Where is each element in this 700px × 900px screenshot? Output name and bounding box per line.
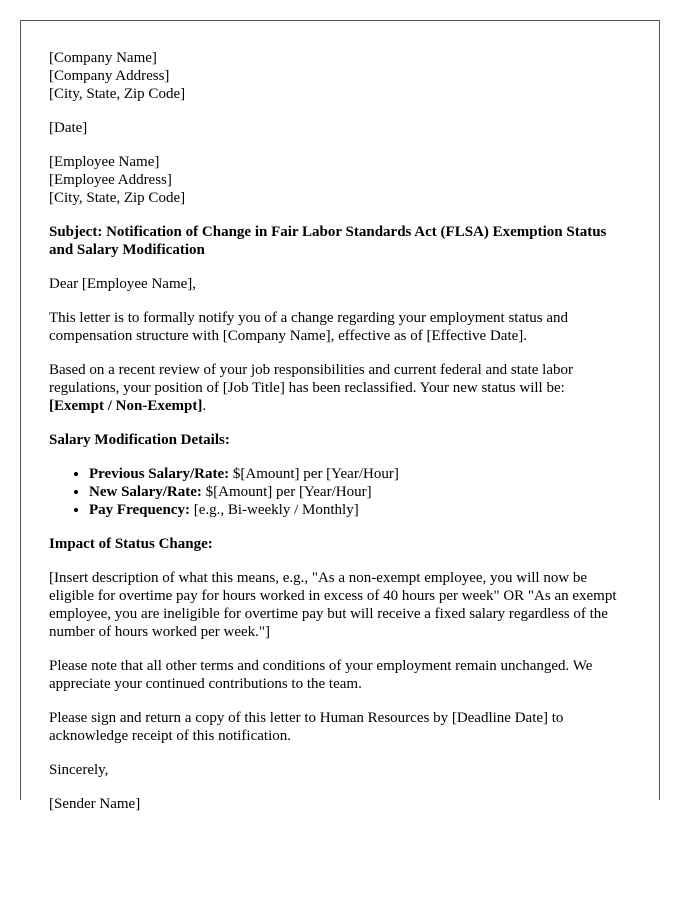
salary-details-heading: Salary Modification Details:	[49, 432, 230, 448]
subject-line: Subject: Notification of Change in Fair Labor Standards Act (FLSA) Exemption Status and Salary Modification	[49, 224, 607, 258]
new-status-value: [Exempt / Non-Exempt]	[49, 398, 203, 414]
reclassification-text: Based on a recent review of your job responsibilities and current federal and state labor regulations, your position of [Job Title] has been reclassified. Your new status will be:	[49, 362, 573, 396]
previous-salary-label: Previous Salary/Rate:	[89, 466, 230, 482]
reclassification-period: .	[202, 398, 207, 414]
previous-salary-value: $[Amount] per [Year/Hour]	[229, 466, 399, 482]
reclassification-paragraph	[49, 361, 633, 415]
list-item	[89, 465, 633, 483]
company-name: [Company Name]	[49, 50, 157, 66]
letter-date: [Date]	[49, 120, 88, 136]
recipient-address-block	[49, 153, 633, 207]
sender-name: [Sender Name]	[49, 796, 141, 812]
sender-address-block	[49, 49, 633, 103]
company-address: [Company Address]	[49, 68, 170, 84]
company-city-state-zip: [City, State, Zip Code]	[49, 86, 186, 102]
impact-paragraph: [Insert description of what this means, e.g., "As a non-exempt employee, you will now be eligible for overtime pay for hours worked in excess of 40 hours per week" OR "As an exempt employee, you are ineligible for overtime pay but will receive a fixed salary regardless of the number of hours worked per week."]	[49, 570, 617, 640]
new-salary-label: New Salary/Rate:	[89, 484, 202, 500]
employee-address: [Employee Address]	[49, 172, 172, 188]
list-item	[89, 483, 633, 501]
return-paragraph: Please sign and return a copy of this letter to Human Resources by [Deadline Date] to acknowledge receipt of this notification.	[49, 710, 564, 744]
closing: Sincerely,	[49, 762, 109, 778]
intro-paragraph: This letter is to formally notify you of a change regarding your employment status and compensation structure with [Company Name], effective as of [Effective Date].	[49, 310, 569, 344]
employee-name: [Employee Name]	[49, 154, 160, 170]
terms-paragraph: Please note that all other terms and conditions of your employment remain unchanged. We appreciate your continued contributions to the team.	[49, 658, 593, 692]
employee-city-state-zip: [City, State, Zip Code]	[49, 190, 186, 206]
new-salary-value: $[Amount] per [Year/Hour]	[201, 484, 372, 500]
impact-heading: Impact of Status Change:	[49, 536, 213, 552]
date-block	[49, 119, 633, 137]
pay-frequency-label: Pay Frequency:	[89, 502, 190, 518]
pay-frequency-value: [e.g., Bi-weekly / Monthly]	[189, 502, 359, 518]
salutation: Dear [Employee Name],	[49, 276, 197, 292]
letter-page	[20, 20, 660, 812]
salary-details-list	[49, 465, 633, 519]
letter-body	[49, 49, 633, 813]
list-item	[89, 501, 633, 519]
